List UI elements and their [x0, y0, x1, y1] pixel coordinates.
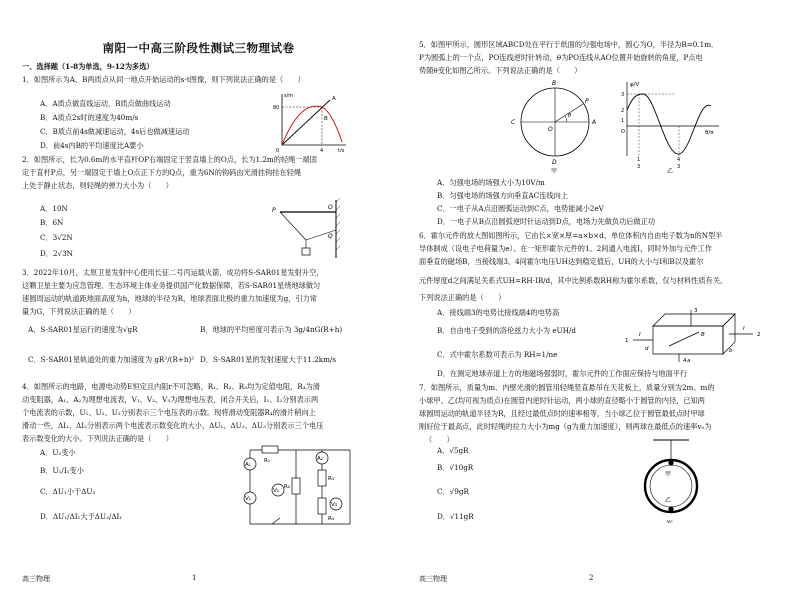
- q3-option-c[interactable]: C．S-SAR01星轨道处的重力加速度为 gR²/(R+h)²: [28, 355, 195, 364]
- q2-label-q: Q: [328, 233, 333, 240]
- q5-option-c[interactable]: C．一电子从A点沿圆弧运动到C点，电势能减小2eV: [437, 204, 604, 213]
- q1-st-graph: [270, 90, 350, 152]
- q4-stem-line3: 个电流表的示数，U₁、U₂、U₃分别表示三个电压表的示数。现将滑动变阻器R₄的滑片稍向上: [22, 408, 316, 417]
- q6-option-b[interactable]: B．自由电子受到的洛伦兹力大小为 eUH/d: [437, 326, 576, 335]
- q7-ring-tube-figure: [643, 436, 703, 526]
- q5-graph-y2: 2: [621, 108, 625, 114]
- q5-option-b[interactable]: B．匀强电场的场强方向垂直AC连线向上: [437, 191, 568, 200]
- q1-graph-ylabel: s/m: [284, 93, 294, 99]
- q2-stem-line1: 2．如图所示，长为0.6m的水平直杆OP右端固定于竖直墙上的O点，长为1.2m的轻绳一端固: [22, 155, 317, 164]
- q5-stem-line2: P为圆弧上的一个点，PO连线逆时针转动，θ为PO连线从AO位置开始旋转的角度，P点电: [419, 53, 703, 62]
- q5-graph-ylabel: φ/V: [630, 82, 640, 88]
- q7-stem-line2: 小球甲、乙(均可视为质点)在圆管内逆时针运动，两小球的直径略小于圆管的内径，已知两: [419, 396, 705, 405]
- q1-graph-label-b: B: [324, 116, 328, 122]
- q6-stem-line1: 6．霍尔元件的放大图如图所示，它由长×宽×厚=a×b×d、单位体积内自由电子数为n的N型半: [419, 231, 723, 240]
- q7-option-c[interactable]: C．√9gR: [437, 487, 469, 496]
- q1-option-d[interactable]: D．前4s内B的平均速度比A要小: [40, 141, 144, 150]
- q1-option-c[interactable]: C．B质点前4s做减速运动，4s后也做减速运动: [40, 127, 190, 136]
- q5-potential-graph: [615, 76, 725, 174]
- q5-option-d[interactable]: D．一电子从B点沿圆弧逆时针运动到D点，电场力先做负功后做正功: [437, 217, 656, 226]
- q5-option-a[interactable]: A．匀强电场的场强大小为10V/m: [437, 178, 545, 187]
- q6-terminal-1: 1: [625, 338, 629, 344]
- q4-resistor-r4: R₄: [328, 516, 335, 522]
- q3-option-d[interactable]: D．S-SAR01星的发射速度大于11.2km/s: [200, 355, 337, 364]
- q6-current-in: I: [639, 332, 641, 338]
- q1-stem: 1．如图所示为A、B两质点从同一地点开始运动的s-t图像，则下列说法正确的是（ ）: [22, 75, 305, 84]
- q6-terminal-4: 4: [683, 358, 687, 364]
- q2-stem-line3: 上处于静止状态，则轻绳的弹力大小为（ ）: [22, 181, 173, 190]
- q6-option-c[interactable]: C．式中霍尔系数可表示为 RH=1/ne: [437, 350, 558, 359]
- q4-resistor-r1: R₁: [264, 458, 271, 464]
- q5-circle-field-figure: [505, 76, 605, 174]
- q4-stem-line5: 表示数变化的大小。下列说法正确的是（ ）: [22, 434, 173, 443]
- q6-stem-line2: 导体制成（设电子电荷量为e）。在一矩形霍尔元件的1、2间通入电流I，同时外加与元件工作: [419, 244, 712, 253]
- q4-option-d[interactable]: D．ΔU₁/ΔI₁大于ΔU₂/ΔI₁: [40, 512, 123, 521]
- q6-dim-b: b: [729, 348, 733, 354]
- q2-option-b[interactable]: B．6N: [40, 218, 64, 227]
- q4-ammeter-a2: A₂: [317, 456, 323, 462]
- q5-graph-xa-num: 1: [637, 157, 641, 163]
- q5-angle-theta: θ: [568, 113, 572, 119]
- q5-stem-line3: 势随θ变化如图乙所示。下列说法正确的是（ ）: [419, 66, 582, 75]
- q6-stem-line4: 元件厚度d之间满足关系式UH=RH·IB/d，其中比例系数RH称为霍尔系数，仅与材料性质有关。: [419, 276, 728, 285]
- q6-option-a[interactable]: A．接线端3的电势比接线端4的电势高: [437, 308, 560, 317]
- q6-terminal-2: 2: [757, 332, 761, 338]
- q4-stem-line4: 滑动一些，ΔI₁、ΔI₂分别表示两个电流表示数变化的大小，ΔU₁、ΔU₂、ΔU₃分别表示三个电压: [22, 421, 324, 430]
- q5-graph-y3: 3: [621, 92, 625, 98]
- q7-stem-line5: （ ）: [425, 435, 454, 444]
- q1-option-b[interactable]: B．A质点2s时的速度为40m/s: [40, 113, 139, 122]
- q6-field-b: B: [701, 332, 705, 338]
- q4-stem-line1: 4．如图所示的电路，电源电动势E恒定且内阻r不可忽略，R₁、R₂、R₃均为定值电阻，R₄为滑: [22, 382, 320, 391]
- q2-option-c[interactable]: C．3√2N: [40, 233, 73, 242]
- q2-rod-rope-figure: [266, 198, 348, 260]
- q4-voltmeter-v2: V₂: [273, 488, 279, 494]
- q7-stem-line3: 球圆周运动的轨道半径为R，且经过最低点时的速率相等，当小球乙位于圆管最低点时甲球: [419, 409, 705, 418]
- q7-ball-jia: 甲: [665, 471, 672, 478]
- q7-stem-line1: 7．如图所示，质量为m、内壁光滑的圆管用轻绳竖直悬吊在天花板上，质量分别为2m、m的: [419, 383, 715, 392]
- q3-stem-line4: 量为G，下列说法正确的是（ ）: [22, 307, 136, 316]
- q5-graph-xlabel: θ/π: [705, 130, 714, 136]
- q6-current-out: I: [743, 326, 745, 332]
- q5-point-o: O: [548, 126, 553, 133]
- q6-dim-a: a: [687, 358, 691, 364]
- q6-hall-element-figure: [623, 306, 773, 364]
- q6-stem-line3: 面垂直的磁场B，当接线端3、4间霍尔电压UH达到稳定值后，UH的大小与I和B以及霍尔: [419, 257, 704, 266]
- q7-option-b[interactable]: B．√10gR: [437, 463, 474, 472]
- q4-resistor-r2: R₂: [284, 484, 291, 490]
- q2-option-a[interactable]: A．10N: [40, 204, 68, 213]
- q4-option-b[interactable]: B．U₁/I₁变小: [40, 466, 84, 475]
- q4-voltmeter-v1: V₁: [245, 496, 251, 502]
- page-2: [397, 0, 794, 596]
- q6-option-d[interactable]: D．在测定地球赤道上方的地磁场强弱时，霍尔元件的工作面应保持与地面平行: [437, 369, 688, 378]
- q2-label-p: P: [272, 207, 276, 214]
- q4-circuit-diagram: [236, 442, 362, 530]
- q6-dim-d: d: [645, 346, 649, 352]
- section-heading: 一、选择题（1-8为单选，9-12为多选）: [22, 62, 154, 71]
- q7-option-a[interactable]: A．√5gR: [437, 446, 469, 455]
- q5-graph-xb-num: 4: [677, 157, 681, 163]
- q4-stem-line2: 动变阻器，A₁、A₂为理想电流表，V₁、V₂、V₃为理想电压表，闭合开关后，I₁、I₂分别表示两: [22, 395, 319, 404]
- q4-resistor-r3: R₃: [328, 476, 335, 482]
- q1-graph-xlabel: t/s: [338, 148, 345, 152]
- q2-stem-line2: 定于直杆P点，另一端固定于墙上O点正下方的Q点，重为6N的钩码由光滑挂钩挂在轻绳: [22, 168, 302, 177]
- q3-stem-line2: 这颗卫星主要为应急管理、生态环境主体业务提供国产化数据保障，若S-SAR01星绕地球做匀: [22, 281, 321, 290]
- q3-option-a[interactable]: A．S-SAR01星运行的速度为√gR: [28, 325, 138, 334]
- q2-option-d[interactable]: D．2√3N: [40, 249, 73, 258]
- q7-option-d[interactable]: D．√11gR: [437, 512, 474, 521]
- q7-speed-v0: v₀: [667, 519, 673, 525]
- q5-point-a: A: [592, 119, 597, 126]
- q1-option-a[interactable]: A．A质点做直线运动，B质点做曲线运动: [40, 99, 171, 108]
- footer-subject-1: 高三物理: [22, 575, 50, 583]
- q1-graph-label-a: A: [332, 96, 336, 102]
- q3-stem-line3: 速圆周运动的轨道距地面高度为h，地球的半径为R，地球表面北极的重力加速度为g，引力常: [22, 294, 317, 303]
- q5-point-b: B: [552, 80, 557, 87]
- q6-terminal-3: 3: [694, 308, 698, 314]
- footer-page-1: 1: [192, 574, 197, 582]
- q5-caption-jia: 甲: [551, 168, 558, 174]
- q5-graph-origin: O: [621, 129, 625, 135]
- q1-graph-y80: 80: [273, 105, 280, 111]
- footer-page-2: 2: [589, 574, 594, 582]
- q5-graph-y1: 1: [621, 118, 625, 124]
- q5-stem-line1: 5．如图甲所示，圆形区域ABCD处在平行于纸面的匀强电场中，圆心为O，半径为R=0.1m．: [419, 40, 719, 49]
- q4-voltmeter-v3: V₃: [331, 502, 337, 508]
- q5-point-d: D: [552, 159, 557, 166]
- q4-option-a[interactable]: A．U₂变小: [40, 448, 76, 457]
- q5-graph-xa-den: 3: [637, 164, 641, 170]
- q5-graph-xb-den: 3: [677, 164, 681, 170]
- q7-stem-line4: 刚好位于最高点，此时轻绳的拉力大小为mg（g为重力加速度），则两球在最低点的速率v₀为: [419, 422, 712, 431]
- q6-stem-line5: 下列说法正确的是（ ）: [419, 293, 506, 302]
- q7-ball-yi: 乙: [665, 497, 672, 504]
- exam-title: 南阳一中高三阶段性测试三物理试卷: [102, 41, 295, 55]
- q5-caption-yi: 乙: [667, 168, 674, 174]
- q3-option-b[interactable]: B．地球的平均密度可表示为 3g/4πG(R+h): [200, 325, 343, 334]
- q4-option-c[interactable]: C．ΔU₁小于ΔU₃: [40, 487, 96, 496]
- q5-point-c: C: [511, 119, 516, 126]
- q2-label-o: O: [328, 204, 333, 211]
- q3-stem-line1: 3．2022年10月，太原卫星发射中心使用长征二号丙运载火箭，成功将S-SAR01星发射升空，: [22, 268, 324, 277]
- q1-graph-x4: 4: [320, 148, 324, 152]
- footer-subject-2: 高三物理: [419, 575, 447, 583]
- q5-point-p: P: [585, 98, 589, 105]
- q1-graph-origin: 0: [276, 148, 280, 152]
- q4-ammeter-a1: A₁: [245, 462, 251, 468]
